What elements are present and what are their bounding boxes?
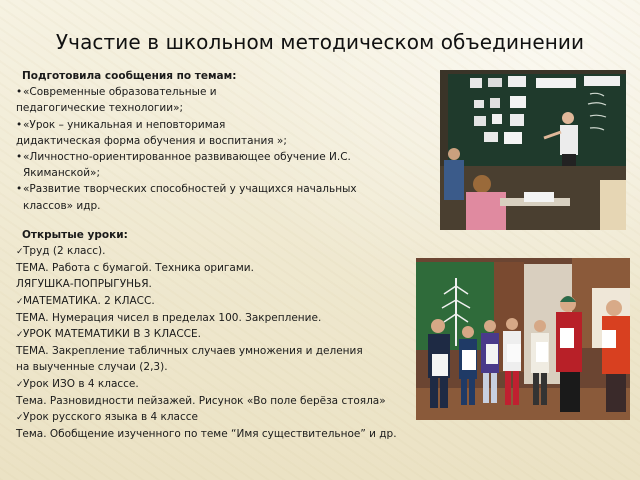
message-item [16, 117, 486, 133]
bullet-icon: • [16, 86, 23, 99]
lesson-detail: на выученные случаи (2,3). [16, 361, 168, 374]
lesson-detail: Тема. Обобщение изученного по теме “Имя существительное” и др. [16, 428, 397, 441]
slide-title: Участие в школьном методическом объединении [55, 30, 585, 54]
message-line: педагогические технологии»; [16, 102, 184, 115]
message-item [16, 84, 486, 100]
lesson-title: ✓УРОК МАТЕМАТИКИ В 3 КЛАССЕ. [16, 326, 486, 343]
checkmark-icon: ✓ [16, 330, 24, 341]
message-line: «Урок – уникальная и неповторимая [23, 118, 226, 131]
message-line: дидактическая форма обучения и воспитания »; [16, 134, 287, 147]
message-line: «Развитие творческих способностей у учащихся начальных [23, 183, 357, 196]
messages-heading: Подготовила сообщения по темам: [22, 70, 237, 82]
lesson-title: ✓МАТЕМАТИКА. 2 КЛАСС. [16, 293, 486, 310]
checkmark-icon: ✓ [16, 413, 24, 424]
message-item [16, 181, 486, 197]
bullet-icon: • [16, 151, 23, 164]
lessons-heading: Открытые уроки: [22, 228, 128, 241]
checkmark-icon: ✓ [16, 379, 24, 390]
children-photo [416, 258, 630, 420]
checkmark-icon: ✓ [16, 247, 24, 258]
lesson-detail: ТЕМА. Работа с бумагой. Техника оригами. [16, 262, 254, 275]
lesson-title: ✓Урок русского языка в 4 классе [16, 409, 486, 426]
bullet-icon: • [16, 183, 23, 196]
checkmark-icon: ✓ [16, 296, 24, 307]
lesson-title: ✓Урок ИЗО в 4 классе. [16, 376, 486, 393]
lesson-detail: ТЕМА. Нумерация чисел в пределах 100. Закрепление. [16, 311, 322, 324]
message-line: Якиманской»; [23, 167, 101, 180]
classroom-photo [440, 70, 626, 230]
lesson-detail: ЛЯГУШКА-ПОПРЫГУНЬЯ. [16, 278, 152, 291]
message-item [16, 149, 486, 165]
bullet-icon: • [16, 118, 23, 131]
message-line: классов» идр. [23, 199, 101, 212]
message-line: «Современные образовательные и [23, 86, 217, 99]
lesson-detail: Тема. Разновидности пейзажей. Рисунок «Во поле берёза стояла» [16, 394, 386, 407]
lesson-detail: ТЕМА. Закрепление табличных случаев умножения и деления [16, 345, 363, 358]
message-line: «Личностно-ориентированное развивающее обучение И.С. [23, 151, 351, 164]
lesson-title: ✓Труд (2 класс). [16, 243, 486, 260]
